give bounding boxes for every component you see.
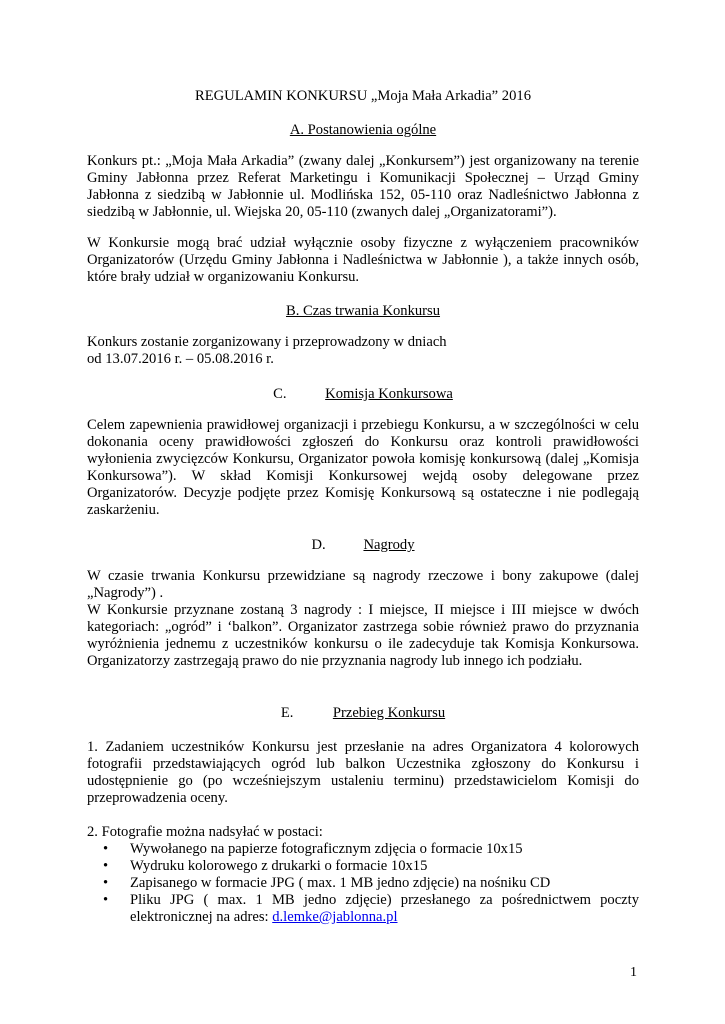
bullet-text: Wydruku kolorowego z drukarki o formacie 10x15 [130,858,428,874]
bullet-icon: • [103,858,109,874]
email-link[interactable]: d.lemke@jablonna.pl [272,909,398,925]
paragraph-line: zaskarżeniu. [87,502,160,518]
paragraph-line: dokonania oceny prawidłowości zgłoszeń do Konkursu oraz kontroli prawidłowości [87,434,639,450]
paragraph-line: przeprowadzenia oceny. [87,790,228,806]
bullet-text: Zapisanego w formacie JPG ( max. 1 MB jedno zdjęcie) na nośniku CD [130,875,551,891]
section-e-heading: E. Przebieg Konkursu [280,705,446,721]
paragraph-line: W czasie trwania Konkursu przewidziane są nagrody rzeczowe i bony zakupowe (dalej [87,568,639,584]
paragraph-line: wyłonienia zwycięzców Konkursu, Organizator powoła komisję konkursową (dalej „Komisja [87,451,639,467]
paragraph-line: Konkurs zostanie zorganizowany i przeprowadzony w dniach [87,334,447,350]
paragraph-line: od 13.07.2016 r. – 05.08.2016 r. [87,351,274,367]
paragraph-line: W Konkursie przyznane zostaną 3 nagrody : I miejsce, II miejsce i III miejsce w dwóch [87,602,639,618]
paragraph-line: W Konkursie mogą brać udział wyłącznie osoby fizyczne z wyłączeniem pracowników [87,235,639,251]
paragraph-line: fotografii przedstawiających ogród lub balkon Uczestnika zgłoszony do Konkursu i [87,756,639,772]
page-number: 1 [630,965,637,980]
section-d-heading: D. Nagrody [311,537,415,553]
paragraph-line: Gminy Jabłonna przez Referat Marketingu i Komunikacji Społecznej – Urząd Gminy [87,170,639,186]
paragraph-line: Jabłonna z siedzibą w Jabłonnie ul. Modlińska 152, 05-110 oraz Nadleśnictwo Jabłonna z [87,187,639,203]
paragraph-line: udostępnienie go (po wcześniejszym ustaleniu terminu) przedstawicielom Komisji do [87,773,639,789]
paragraph-line: Organizatorów. Decyzje podjęte przez Komisję Konkursową są ostateczne i nie podlegają [87,485,639,501]
bullet-icon: • [103,875,109,891]
paragraph-line: 2. Fotografie można nadsyłać w postaci: [87,824,323,840]
paragraph-line: Konkurs pt.: „Moja Mała Arkadia” (zwany dalej „Konkursem”) jest organizowany na terenie [87,153,639,169]
section-c-heading: C. Komisja Konkursowa [273,386,453,402]
bullet-text: elektronicznej na adres: d.lemke@jablonna.pl [130,909,398,925]
paragraph-line: wyróżnienia jednemu z uczestników konkursu o ile zadecyduje tak Komisja Konkursowa. [87,636,639,652]
paragraph-line: Organizatorzy zastrzegają prawo do nie przyznania nagrody lub innego ich podziału. [87,653,583,669]
section-a-heading: A. Postanowienia ogólne [289,122,437,138]
paragraph-line: „Nagrody”) . [87,585,164,601]
bullet-icon: • [103,892,109,908]
bullet-icon: • [103,841,109,857]
paragraph-line: Konkursowa”). W skład Komisji Konkursowej wejdą osoby delegowane przez [87,468,639,484]
paragraph-line: siedzibą w Jabłonnie, ul. Wiejska 20, 05-110 (zwanych dalej „Organizatorami”). [87,204,557,220]
paragraph-line: Celem zapewnienia prawidłowej organizacji i przebiegu Konkursu, a w szczególności w celu [87,417,639,433]
document-title: REGULAMIN KONKURSU „Moja Mała Arkadia” 2016 [194,88,531,104]
paragraph-line: które brały udział w organizowaniu Konkursu. [87,269,360,285]
bullet-text: Pliku JPG ( max. 1 MB jedno zdjęcie) przesłanego za pośrednictwem poczty [130,892,639,908]
paragraph-line: Organizatorów (Urzędu Gminy Jabłonna i Nadleśnictwa w Jabłonnie ), a także innych osób, [87,252,639,268]
paragraph-line: kategoriach: „ogród” i ‘balkon”. Organizator zastrzega sobie również prawo do przyznania [87,619,639,635]
bullet-text: Wywołanego na papierze fotograficznym zdjęcia o formacie 10x15 [130,841,523,857]
section-b-heading: B. Czas trwania Konkursu [285,303,441,319]
paragraph-line: 1. Zadaniem uczestników Konkursu jest przesłanie na adres Organizatora 4 kolorowych [87,739,639,755]
